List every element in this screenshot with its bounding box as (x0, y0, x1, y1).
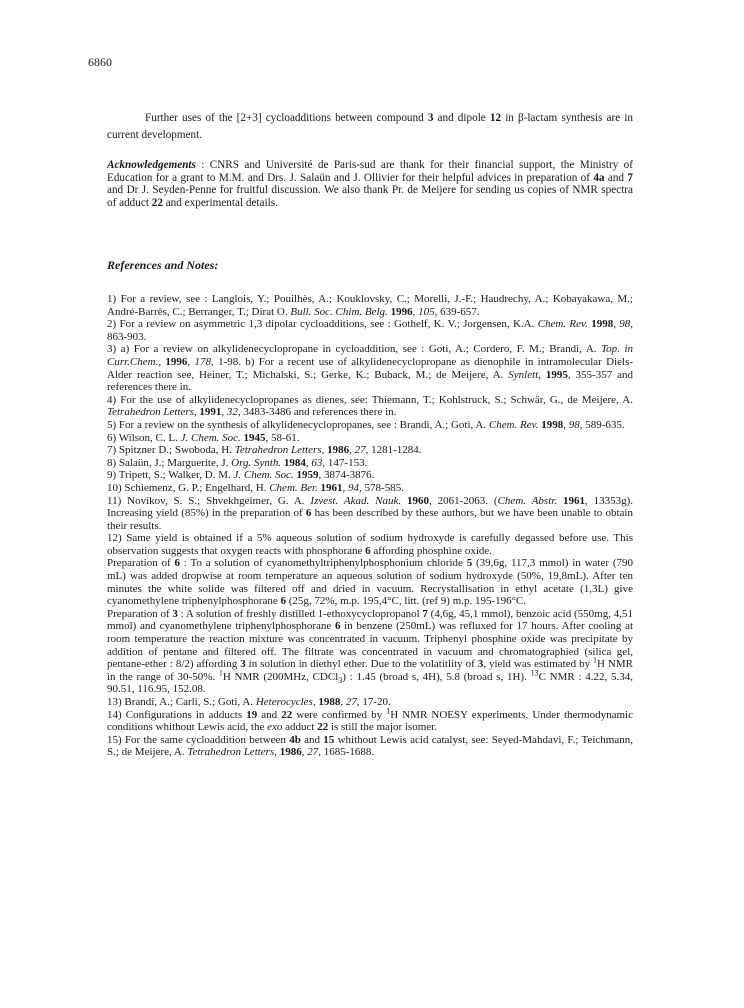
text-run: 5 (466, 557, 473, 570)
text-run: whithout Lewis acid catalyst, see: Seyed-Mahdavi, F.; Teichmann, S.; de Meijere, A. (107, 733, 633, 759)
text-run: Chem. Rev. (537, 318, 588, 331)
text-run: has been described by these authors, but we have been unable to obtain their results. (107, 507, 633, 532)
reference-entry (107, 482, 633, 495)
acknowledgements-paragraph (107, 159, 633, 209)
text-run: , (274, 746, 280, 759)
text-run: 6 (334, 620, 341, 633)
text-run: , 1-98. b) For a recent use of alkylidenecyclopropane as dienophile in intramolecular Diels-Alder reaction see, Heiner, T.; Michalski, S.; Gerke, K.; Buback, M.; de Meijere, A. (107, 355, 634, 381)
text-run: 3 (240, 658, 246, 671)
text-run: 1996 (165, 355, 188, 368)
text-run: Izvest. Akad. Nauk. (310, 494, 402, 507)
reference-entry (107, 734, 633, 759)
text-run: 3 (427, 112, 434, 124)
text-run: Synlett (508, 368, 539, 381)
text-run: , 1281-1284. (365, 444, 422, 457)
text-run: , 17-20. (356, 696, 391, 708)
text-run: : A solution of freshly distilled 1-ethoxycyclopropanol (177, 607, 423, 620)
reference-entry (107, 293, 633, 318)
text-run: 1998 (541, 418, 564, 431)
text-run: 12 (489, 112, 502, 124)
text-run: 9) Tripett, S.; Walker, D. M. (107, 469, 234, 482)
text-run: 8) Salaün, J.; Marguerite, J. (107, 456, 232, 469)
text-run: 5) For a review on the synthesis of alkylidenecyclopropanes, see : Brandi, A.; Goti, A. (107, 418, 489, 431)
reference-entry (107, 705, 633, 734)
text-run: 6) Wilson, C. L. (107, 431, 181, 444)
text-run: 7 (627, 171, 633, 184)
text-run: 11) Novikov, S. S.; Shvekhgeimer, G. A. (107, 494, 311, 507)
text-run: 19 (246, 708, 258, 721)
text-run: , (301, 746, 308, 759)
text-run: , (340, 696, 346, 708)
text-run: 1991 (199, 406, 222, 419)
text-run: exo (267, 721, 283, 734)
text-run: 15) For the same cycloaddition between (107, 733, 290, 746)
text-run: 1986 (279, 746, 302, 759)
text-run: , (563, 418, 569, 431)
references-list (107, 293, 633, 759)
text-run: 27 (345, 696, 357, 708)
text-run: affording phosphine oxide. (370, 544, 493, 557)
text-run: 27 (307, 746, 319, 759)
reference-entry (107, 419, 633, 432)
text-run: , 589-635. (579, 418, 625, 431)
text-run: Bull. Soc. Chim. Belg. (290, 305, 388, 318)
text-run: 1988 (318, 696, 341, 708)
text-run: 6 (305, 507, 312, 520)
text-run: , (538, 368, 546, 381)
text-run: Chem. Rev. (488, 418, 539, 431)
text-run: 1959 (296, 469, 319, 482)
text-run: 1945 (243, 431, 266, 444)
preparation-note-3 (107, 608, 633, 696)
text-run: (25g, 72%, m.p. 195,4°C, litt. (ref 9) m.p. 195-196°C. (286, 595, 527, 608)
text-run: , (342, 481, 349, 494)
text-run: 3 (172, 607, 178, 620)
reference-entry (107, 457, 633, 470)
text-run: Heterocycles (255, 696, 313, 708)
text-run: and (257, 708, 282, 721)
text-run: 27 (354, 444, 366, 457)
text-run: 6 (365, 544, 371, 557)
reference-entry (107, 532, 633, 557)
text-run: 14) Configurations in adducts (107, 708, 247, 721)
text-run: , 147-153. (322, 456, 368, 469)
text-run: Further uses of the [2+3] cycloadditions between compound (145, 112, 428, 124)
text-run: 1 (218, 668, 223, 678)
text-run: , (193, 406, 200, 419)
page-number: 6860 (88, 55, 112, 69)
text-run: , 639-657. (434, 305, 480, 318)
text-run: 3) a) For a review on alkylidenecyclopropane in cycloaddition, see : Goti, A.; Cordero, F. M.; Brandi, A. (107, 343, 602, 356)
text-run: 1 (386, 705, 391, 715)
text-run: Preparation of (107, 607, 173, 620)
text-run: 1995 (545, 368, 568, 381)
reference-entry (107, 318, 633, 343)
reference-entry (107, 469, 633, 482)
text-run: H NMR NOESY experiments. Under thermodynamic conditions whithout Lewis acid, the (107, 708, 633, 734)
text-run: 1960 (406, 494, 429, 507)
text-run: 63 (311, 456, 323, 469)
reference-entry (107, 495, 633, 533)
text-run: , 2061-2063. ( (428, 494, 498, 507)
reference-entry (107, 432, 633, 445)
text-run: 22 (281, 708, 293, 721)
further-uses-paragraph (107, 110, 633, 144)
text-run: 4a (593, 171, 605, 184)
text-run: and (604, 171, 628, 184)
text-run: 22 (151, 196, 163, 209)
text-run: C NMR : 4.22, 5.34, 90.51, 116.95, 152.08. (107, 670, 633, 696)
references-heading: References and Notes: (107, 258, 219, 272)
reference-entry (107, 343, 633, 393)
text-run: , 578-585. (359, 481, 404, 494)
text-run: 1) For a review, see : Langlois, Y.; Pouilhès, A.; Kouklovsky, C.; Morelli, J.-F.; Haudrechy, A.; Kobayakawa, M.; André-Barrès, C.; Berranger, T.; Dirat O. (107, 293, 633, 318)
text-run: in solution in diethyl ether. Due to the volatitlity of (245, 658, 478, 671)
text-run: 13) Brandi, A.; Carli, S.; Goti, A. (107, 696, 256, 708)
text-run: , (349, 444, 355, 457)
text-run: Chem. Ber. (269, 481, 318, 494)
text-run: in β-lactam synthesis are in current development. (107, 112, 633, 141)
text-run: , 1685-1688. (318, 746, 375, 759)
text-run: 1984 (283, 456, 306, 469)
reference-entry (107, 394, 633, 419)
text-run: 15 (323, 733, 335, 746)
text-run: adduct (282, 721, 318, 734)
text-run: 1986 (327, 444, 350, 457)
text-run: , (158, 355, 166, 368)
text-run: 98 (568, 418, 580, 431)
text-run: 10) Schiemenz, G. P.; Engelhard, H. (107, 481, 270, 494)
text-run: 178 (194, 355, 211, 368)
text-run: , (305, 456, 312, 469)
text-run: 7) Spitzner D.; Swoboda, H. (107, 444, 235, 457)
text-run: : CNRS and Université de Paris-sud are thank for their financial support, the Ministry of Education for a grant to M.M. and Drs. J. Salaün and J. Ollivier for their helpful advices in preparation of (107, 159, 633, 184)
text-run: 3 (477, 658, 484, 671)
text-run: 1998 (591, 318, 614, 331)
text-run: 1961 (320, 481, 343, 494)
text-run: , (312, 696, 319, 708)
reference-entry (107, 696, 633, 709)
text-run: 32 (226, 406, 238, 419)
text-run: 6 (174, 557, 180, 570)
text-run: 7 (422, 607, 428, 620)
text-run: 98 (619, 318, 631, 331)
text-run: , 863-903. (107, 318, 634, 343)
text-run: J. Chem. Soc. (180, 431, 241, 444)
text-run: (4,6g, 45,1 mmol), benzoic acid (550mg, 4,51 mmol) and cyanomethylene triphenylphosphorane (107, 607, 633, 633)
text-run: and experimental details. (162, 196, 278, 209)
text-run: , 355-357 and references there in. (107, 368, 634, 394)
text-run: 3 (338, 676, 343, 685)
text-run: Tetrahedron Letters (187, 746, 275, 759)
text-run: 6 (280, 595, 287, 608)
preparation-note-6 (107, 557, 633, 607)
text-run: , 58-61. (265, 431, 300, 444)
text-run: H NMR in the range of 30-50%. (107, 658, 633, 683)
text-run: 105 (418, 305, 435, 318)
text-run: in benzene (250mL) was refluxed for 17 hours. After cooling at room temperature the reaction mixture was concentrated in vacuum. Triphenyl phosphine oxide was precipitate by addition of pentane and filtered off. The filtrate was concentrated in vacuum and chromatographied (silica gel, pentane-ether : 8/2) affording (107, 620, 634, 671)
text-run: 94 (348, 481, 360, 494)
text-run: 1 (593, 655, 598, 665)
text-run: , 3874-3876. (318, 469, 375, 482)
text-run: , (412, 305, 419, 318)
text-run: is still the major isomer. (328, 721, 437, 734)
text-run: H NMR (200MHz, CDCl (222, 670, 339, 683)
text-run: and (300, 733, 324, 746)
text-run: , yield was estimated by (483, 658, 594, 671)
text-run: J. Chem. Soc. (233, 469, 294, 482)
reference-entry (107, 444, 633, 457)
text-run: 13 (530, 668, 539, 678)
text-run: 1961 (562, 494, 585, 507)
text-run: Preparation of (107, 557, 175, 570)
text-run: Tetrahedron Letters (107, 406, 194, 419)
text-run: 4b (289, 733, 301, 746)
text-run: : To a solution of cyanomethyltriphenylphosphonium chloride (179, 557, 467, 570)
text-run: and Dr J. Seyden-Penne for fruitful discussion. We also thank Pr. de Meijere for sending us copies of NMR spectra of adduct (107, 184, 633, 209)
text-run: Acknowledgements (107, 159, 196, 171)
text-run: Chem. Abstr. (497, 494, 558, 507)
text-run: Org. Synth. (231, 456, 282, 469)
text-run: (39,6g, 117,3 mmol) in water (790 mL) was added dropwise at room temperature an aqueous solution of sodium hydroxyde (50%, 19,8mL). After ten minutes the white solide was filtered off and dried in vacuum. Recrystallisation in ethyl acetate (1,3L) give cyanomethylene triphenylphosphorane (107, 557, 633, 608)
text-run: ) : 1.45 (broad s, 4H), 5.8 (broad s, 1H). (342, 670, 531, 683)
text-run: , (187, 355, 195, 368)
text-run: , (221, 406, 227, 419)
text-run: , 3483-3486 and references there in. (237, 406, 397, 419)
text-run: 4) For the use of alkylidenecyclopropanes as dienes, see: Thiemann, T.; Kohlstruck, S.; Schwär, G., de Meijere, A. (107, 393, 633, 406)
text-run: , (613, 318, 620, 331)
text-run: , 13353g). Increasing yield (85%) in the preparation of (107, 494, 634, 520)
text-run: and dipole (433, 112, 490, 124)
text-run: Tetrahedron Letters (234, 444, 322, 457)
text-run: 12) Same yield is obtained if a 5% aqueous solution of sodium hydroxyde is carefully degassed before use. This observation suggests that oxygen reacts with phosphorane (107, 532, 633, 557)
text-run: were confirmed by (292, 708, 387, 721)
text-run: 22 (317, 721, 329, 734)
text-run: , (321, 444, 328, 457)
text-run: 2) For a review on asymmetric 1,3 dipolar cycloadditions, see : Gothelf, K. V.; Jorgensen, K.A. (107, 318, 538, 331)
text-run: 1996 (390, 305, 413, 318)
text-run: Top. in Curr.Chem. (107, 343, 633, 368)
